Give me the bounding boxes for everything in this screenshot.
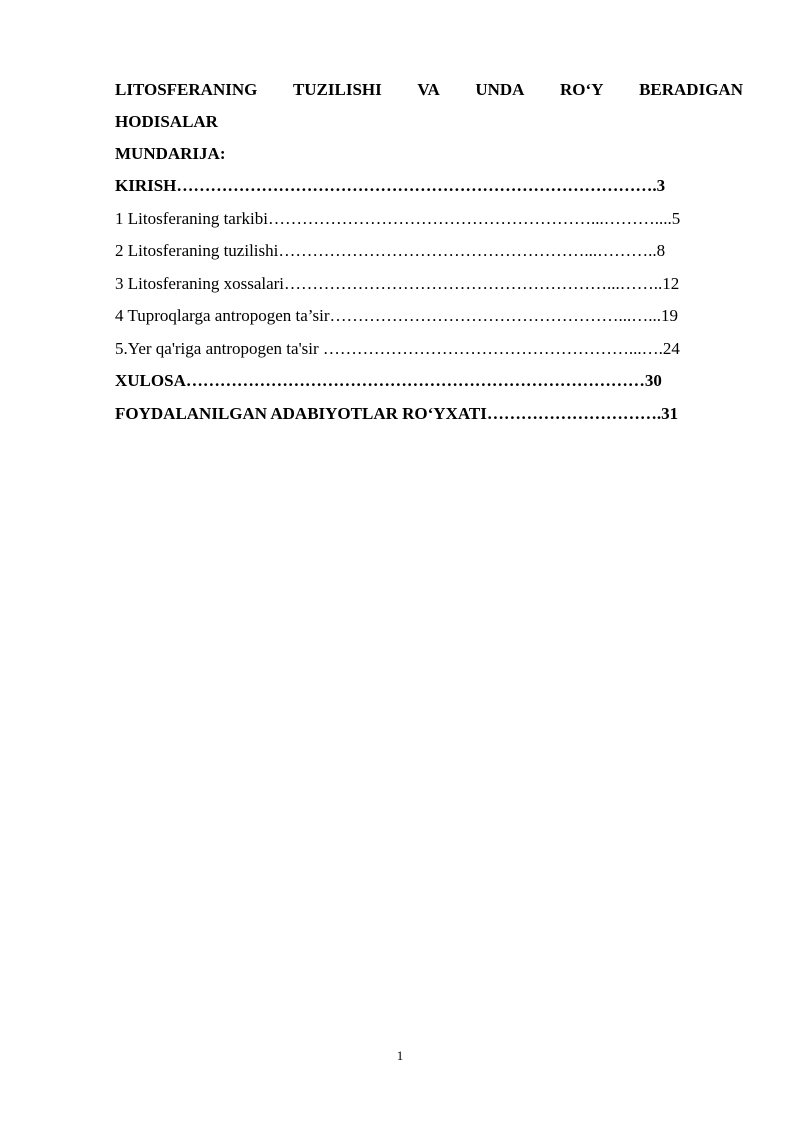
- page-number: 1: [396, 1048, 404, 1063]
- title-line-1: [115, 74, 743, 106]
- title-word: VA: [417, 80, 440, 99]
- toc-heading: MUNDARIJA:: [115, 144, 226, 163]
- title-word: TUZILISHI: [292, 80, 382, 99]
- title-word: BERADIGAN: [639, 80, 743, 99]
- toc-entry-2[interactable]: 2 Litosferaning tuzilishi………………………………………………...………..8: [115, 241, 666, 260]
- toc-entry-4[interactable]: 4 Tuproqlarga antropogen ta’sir……………………………………………...…...19: [115, 306, 679, 325]
- toc-entry-3[interactable]: 3 Litosferaning xossalari…………………………………………………...……..12: [115, 273, 680, 293]
- toc-entry-references[interactable]: FOYDALANILGAN ADABIYOTLAR RO‘YXATI………………………….31: [115, 403, 679, 423]
- title-line-2: HODISALAR: [115, 112, 218, 131]
- document-content: [115, 74, 743, 430]
- toc-entry-xulosa[interactable]: XULOSA………………………………………………………………………30: [115, 371, 662, 390]
- table-of-contents: [115, 170, 743, 430]
- document-title: [115, 74, 743, 138]
- title-word: UNDA: [475, 80, 525, 99]
- title-word: RO‘Y: [560, 80, 604, 99]
- toc-entry-kirish[interactable]: KIRISH………………………………………………………………………….3: [115, 176, 666, 195]
- title-word: LITOSFERANING: [115, 80, 258, 99]
- toc-entry-5[interactable]: 5.Yer qa'riga antropogen ta'sir ………………………………………………...….24: [115, 338, 680, 358]
- toc-entry-1[interactable]: 1 Litosferaning tarkibi…………………………………………………...………....5: [115, 208, 681, 228]
